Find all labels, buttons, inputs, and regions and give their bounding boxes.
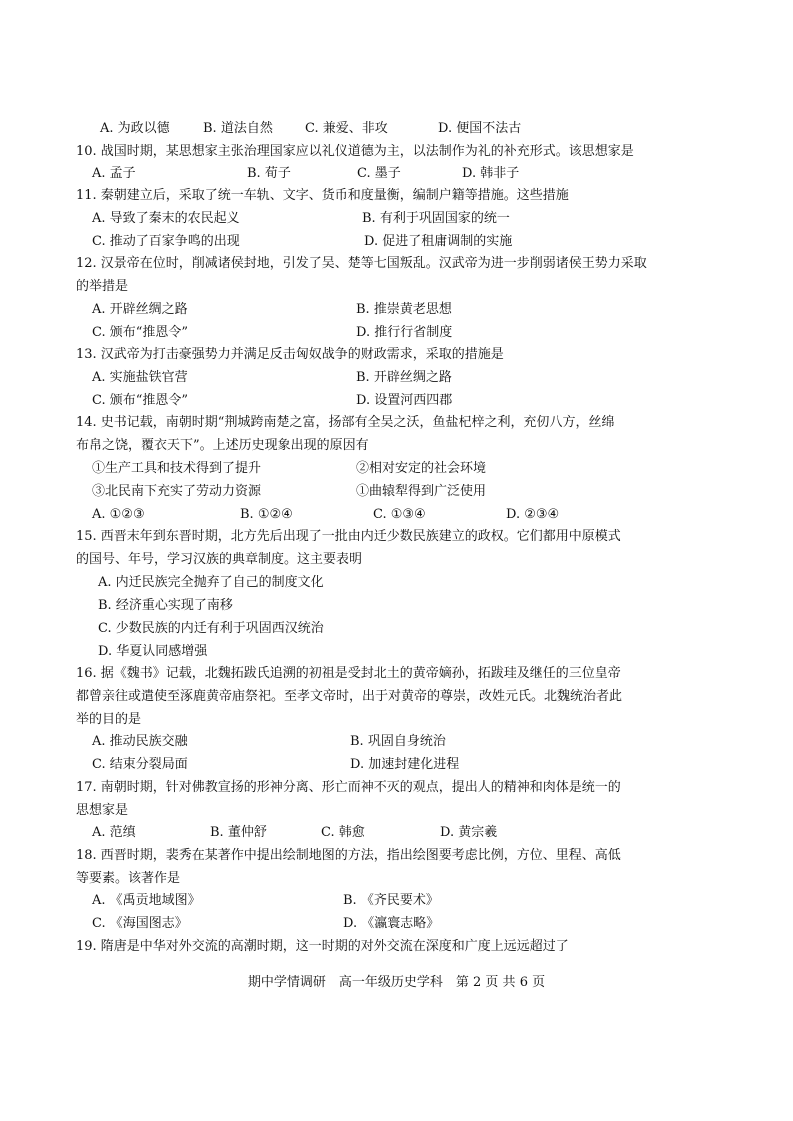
q10-option-a: A. 孟子 [92, 166, 136, 181]
q9-option-a: A. 为政以德 [100, 121, 170, 136]
q18-option-d: D. 《瀛寰志略》 [343, 916, 440, 931]
q14-option-d: D. ②③④ [506, 507, 560, 522]
q12-option-c: C. 颁布“推恩令” [92, 325, 189, 340]
q17-stem-line2: 思想家是 [76, 803, 129, 818]
q18-stem-line2: 等要素。该著作是 [76, 871, 181, 886]
q14-option-c: C. ①③④ [373, 507, 426, 522]
q11-option-c: C. 推动了百家争鸣的出现 [92, 234, 240, 249]
q12-stem-line2: 的举措是 [76, 279, 129, 294]
q14-item-3: ③北民南下充实了劳动力资源 [92, 484, 262, 499]
q19-stem: 19. 隋唐是中华对外交流的高潮时期，这一时期的对外交流在深度和广度上远远超过了 [76, 939, 569, 954]
q15-option-a: A. 内迁民族完全抛弃了自己的制度文化 [98, 575, 324, 590]
q10-option-d: D. 韩非子 [462, 166, 520, 181]
q14-stem-line2: 布帛之饶，覆衣天下”。上述历史现象出现的原因有 [76, 438, 369, 453]
q18-option-a: A. 《禹贡地域图》 [92, 893, 201, 908]
q11-option-d: D. 促进了租庸调制的实施 [364, 234, 513, 249]
q16-stem-line1: 16. 据《魏书》记载，北魏拓跋氏追溯的初祖是受封北土的黄帝嫡孙，拓跋珪及继任的三位皇帝 [76, 666, 621, 681]
q15-stem-line1: 15. 西晋末年到东晋时期，北方先后出现了一批由内迁少数民族建立的政权。它们都用中原模式 [76, 529, 621, 544]
q10-option-c: C. 墨子 [357, 166, 401, 181]
q10-option-b: B. 荀子 [247, 166, 291, 181]
q13-option-b: B. 开辟丝绸之路 [356, 370, 452, 385]
q15-stem-line2: 的国号、年号，学习汉族的典章制度。这主要表明 [76, 552, 363, 567]
q14-item-1: ①生产工具和技术得到了提升 [92, 461, 262, 476]
q13-option-d: D. 设置河西四郡 [356, 393, 453, 408]
q15-option-c: C. 少数民族的内迁有利于巩固西汉统治 [98, 621, 324, 636]
q17-option-c: C. 韩愈 [321, 825, 365, 840]
page-footer: 期中学情调研 高一年级历史学科 第 2 页 共 6 页 [247, 975, 546, 990]
q16-option-a: A. 推动民族交融 [92, 734, 188, 749]
q14-item-2: ②相对安定的社会环境 [356, 461, 487, 476]
q12-option-d: D. 推行行省制度 [356, 325, 453, 340]
q13-option-a: A. 实施盐铁官营 [92, 370, 188, 385]
q16-option-b: B. 巩固自身统治 [350, 734, 446, 749]
q17-option-d: D. 黄宗羲 [440, 825, 498, 840]
q14-item-4: ①曲辕犁得到广泛使用 [356, 484, 487, 499]
q16-stem-line2: 都曾亲往或遣使至涿鹿黄帝庙祭祀。至孝文帝时，出于对黄帝的尊崇，改姓元氏。北魏统治者此 [76, 689, 623, 704]
q16-option-d: D. 加速封建化进程 [350, 757, 460, 772]
q17-stem-line1: 17. 南朝时期，针对佛教宣扬的形神分离、形亡而神不灭的观点，提出人的精神和肉体是统一的 [76, 780, 621, 795]
q18-option-b: B. 《齐民要术》 [343, 893, 439, 908]
q14-stem-line1: 14. 史书记载，南朝时期“荆城跨南楚之富，扬部有全吴之沃，鱼盐杞梓之利，充仞八方，丝绵 [76, 415, 615, 430]
q15-option-d: D. 华夏认同感增强 [98, 644, 208, 659]
q9-option-c: C. 兼爱、非攻 [305, 121, 388, 136]
q17-option-a: A. 范缜 [92, 825, 136, 840]
q10-stem: 10. 战国时期，某思想家主张治理国家应以礼仪道德为主，以法制作为礼的补充形式。该思想家是 [76, 144, 634, 159]
q11-option-b: B. 有利于巩固国家的统一 [362, 211, 510, 226]
q12-option-b: B. 推崇黄老思想 [356, 302, 452, 317]
q11-option-a: A. 导致了秦末的农民起义 [92, 211, 240, 226]
q14-option-b: B. ①②④ [240, 507, 293, 522]
q18-stem-line1: 18. 西晋时期，裴秀在某著作中提出绘制地图的方法，指出绘图要考虑比例，方位、里程、高低 [76, 848, 621, 863]
q12-stem-line1: 12. 汉景帝在位时，削减诸侯封地，引发了吴、楚等七国叛乱。汉武帝为进一步削弱诸侯王势力采取 [76, 256, 647, 271]
q16-option-c: C. 结束分裂局面 [92, 757, 188, 772]
q14-option-a: A. ①②③ [92, 507, 145, 522]
q16-stem-line3: 举的目的是 [76, 712, 142, 727]
q9-option-d: D. 便国不法古 [438, 121, 522, 136]
q13-stem: 13. 汉武帝为打击豪强势力并满足反击匈奴战争的财政需求，采取的措施是 [76, 347, 504, 362]
q11-stem: 11. 秦朝建立后，采取了统一车轨、文字、货币和度量衡，编制户籍等措施。这些措施 [76, 188, 569, 203]
q12-option-a: A. 开辟丝绸之路 [92, 302, 188, 317]
q13-option-c: C. 颁布“推恩令” [92, 393, 189, 408]
q17-option-b: B. 董仲舒 [210, 825, 267, 840]
q15-option-b: B. 经济重心实现了南移 [98, 598, 233, 613]
q9-option-b: B. 道法自然 [203, 121, 273, 136]
q18-option-c: C. 《海国图志》 [92, 916, 188, 931]
